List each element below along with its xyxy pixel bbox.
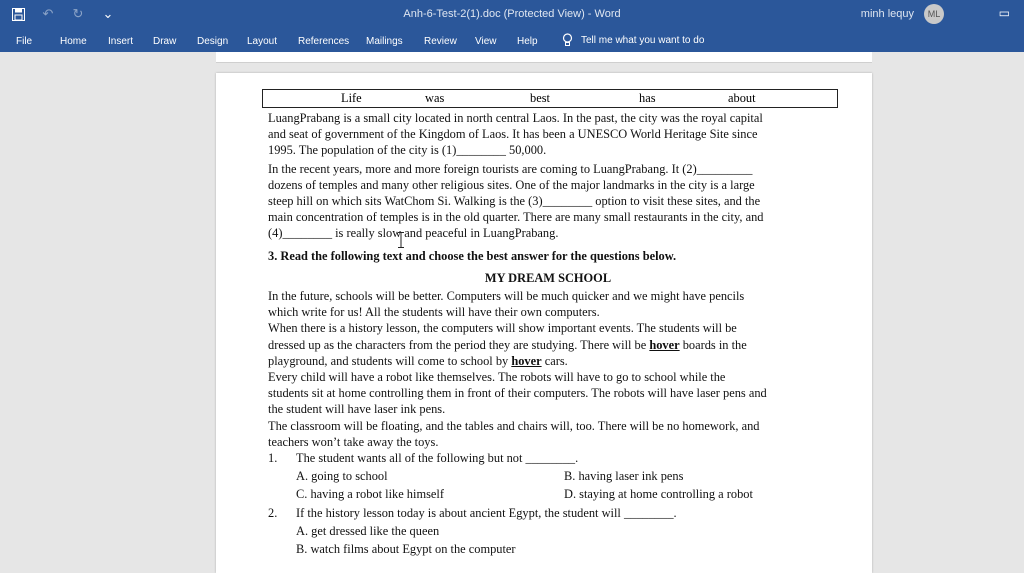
text-line: teachers won’t take away the toys.	[268, 434, 439, 449]
word-box-item: has	[639, 91, 656, 105]
tab-draw[interactable]: Draw	[153, 36, 177, 47]
tell-me-search[interactable]	[562, 33, 704, 47]
text-line: 1995. The population of the city is (1)________ 50,000.	[268, 143, 547, 158]
text-fragment: playground, and students will come to school by	[268, 353, 512, 368]
ribbon-tabs	[0, 30, 1024, 52]
hover-word: hover	[649, 337, 680, 352]
tab-mailings[interactable]: Mailings	[366, 36, 403, 47]
tab-view[interactable]: View	[475, 36, 497, 47]
word-box-item: was	[425, 91, 445, 105]
question-text: The student wants all of the following but not ________.	[296, 451, 579, 466]
avatar[interactable]: ML	[924, 4, 944, 24]
text-line: main concentration of temples is in the old quarter. There are many small restaurants in the city, and	[268, 210, 764, 225]
text-line: dozens of temples and many other religious sites. One of the major landmarks in the city is a large	[268, 177, 755, 192]
text-fragment: boards in the	[679, 337, 747, 352]
customize-toolbar-icon[interactable]: ⌄	[102, 6, 114, 21]
tab-review[interactable]: Review	[424, 36, 457, 47]
previous-page-bottom	[216, 52, 872, 63]
word-box-item: about	[728, 91, 756, 105]
tab-file[interactable]: File	[16, 36, 33, 47]
text-cursor-icon	[398, 232, 404, 248]
tab-layout[interactable]: Layout	[247, 36, 278, 47]
question-1-options-row1	[268, 468, 828, 484]
text-line: In the future, schools will be better. Computers will be much quicker and we might have pencils	[268, 289, 745, 304]
question-text: If the history lesson today is about ancient Egypt, the student will ________.	[296, 505, 677, 520]
tab-design[interactable]: Design	[197, 36, 229, 47]
word-box-item: best	[530, 91, 550, 105]
text-line	[268, 337, 828, 353]
text-line: and seat of government of the Kingdom of Laos. It has been a UNESCO World Heritage Site since	[268, 127, 758, 142]
question-number: 2.	[268, 505, 278, 520]
tell-me-label: Tell me what you want to do	[581, 34, 705, 46]
text-fragment: dressed up as the characters from the period they are studying. There will be	[268, 337, 650, 352]
text-line: which write for us! All the students will have their own computers.	[268, 305, 600, 320]
option-d: D. staying at home controlling a robot	[564, 487, 753, 502]
user-account[interactable]	[861, 4, 944, 24]
question-2-options-row2	[268, 541, 828, 557]
text-line: students sit at home controlling them in front of their computers. The robots will have laser pens and	[268, 386, 767, 401]
window-controls	[999, 6, 1010, 20]
redo-icon[interactable]: ↻	[72, 6, 84, 21]
word-box	[262, 89, 838, 108]
question-number: 1.	[268, 451, 278, 466]
ribbon-display-options-icon[interactable]: ▭	[998, 6, 1010, 20]
passage-title: MY DREAM SCHOOL	[484, 270, 612, 285]
tab-help[interactable]: Help	[517, 36, 538, 47]
option-a: A. get dressed like the queen	[296, 523, 440, 538]
tab-insert[interactable]: Insert	[108, 36, 134, 47]
section-heading: 3. Read the following text and choose the best answer for the questions below.	[268, 248, 677, 263]
text-line: (4)________ is really slow and peaceful in LuangPrabang.	[268, 226, 559, 241]
passage-luangprabang	[268, 110, 828, 557]
title-bar	[0, 0, 1024, 30]
text-line: the student will have laser ink pens.	[268, 402, 446, 417]
question-1-options-row2	[268, 486, 828, 502]
option-b: B. having laser ink pens	[564, 469, 684, 484]
text-line: steep hill on which sits WatChom Si. Walking is the (3)________ option to visit these sites, and the	[268, 194, 761, 209]
question-2	[268, 505, 828, 521]
tab-references[interactable]: References	[298, 36, 350, 47]
question-1	[268, 450, 828, 466]
text-line: In the recent years, more and more foreign tourists are coming to LuangPrabang. It (2)_________	[268, 161, 753, 176]
lightbulb-icon	[562, 33, 573, 47]
document-page[interactable]	[216, 73, 872, 573]
text-line: LuangPrabang is a small city located in north central Laos. In the past, the city was the royal capital	[268, 111, 763, 125]
user-name: minh lequy	[860, 8, 914, 20]
text-fragment: cars.	[541, 353, 568, 368]
text-line: Every child will have a robot like themselves. The robots will have to go to school while the	[268, 370, 726, 385]
option-b: B. watch films about Egypt on the computer	[296, 542, 516, 557]
question-2-options-row1	[268, 523, 828, 539]
text-line: When there is a history lesson, the computers will show important events. The students will be	[268, 321, 737, 336]
undo-icon[interactable]: ↶	[42, 6, 54, 21]
word-box-item: Life	[341, 91, 362, 105]
option-c: C. having a robot like himself	[296, 487, 444, 502]
text-line: The classroom will be floating, and the tables and chairs will, too. There will be no homework, and	[268, 418, 760, 433]
document-title: Anh-6-Test-2(1).doc (Protected View) - Word	[403, 8, 621, 20]
hover-word: hover	[511, 353, 542, 368]
option-a: A. going to school	[296, 469, 388, 484]
text-line	[268, 353, 828, 369]
tab-home[interactable]: Home	[60, 36, 87, 47]
